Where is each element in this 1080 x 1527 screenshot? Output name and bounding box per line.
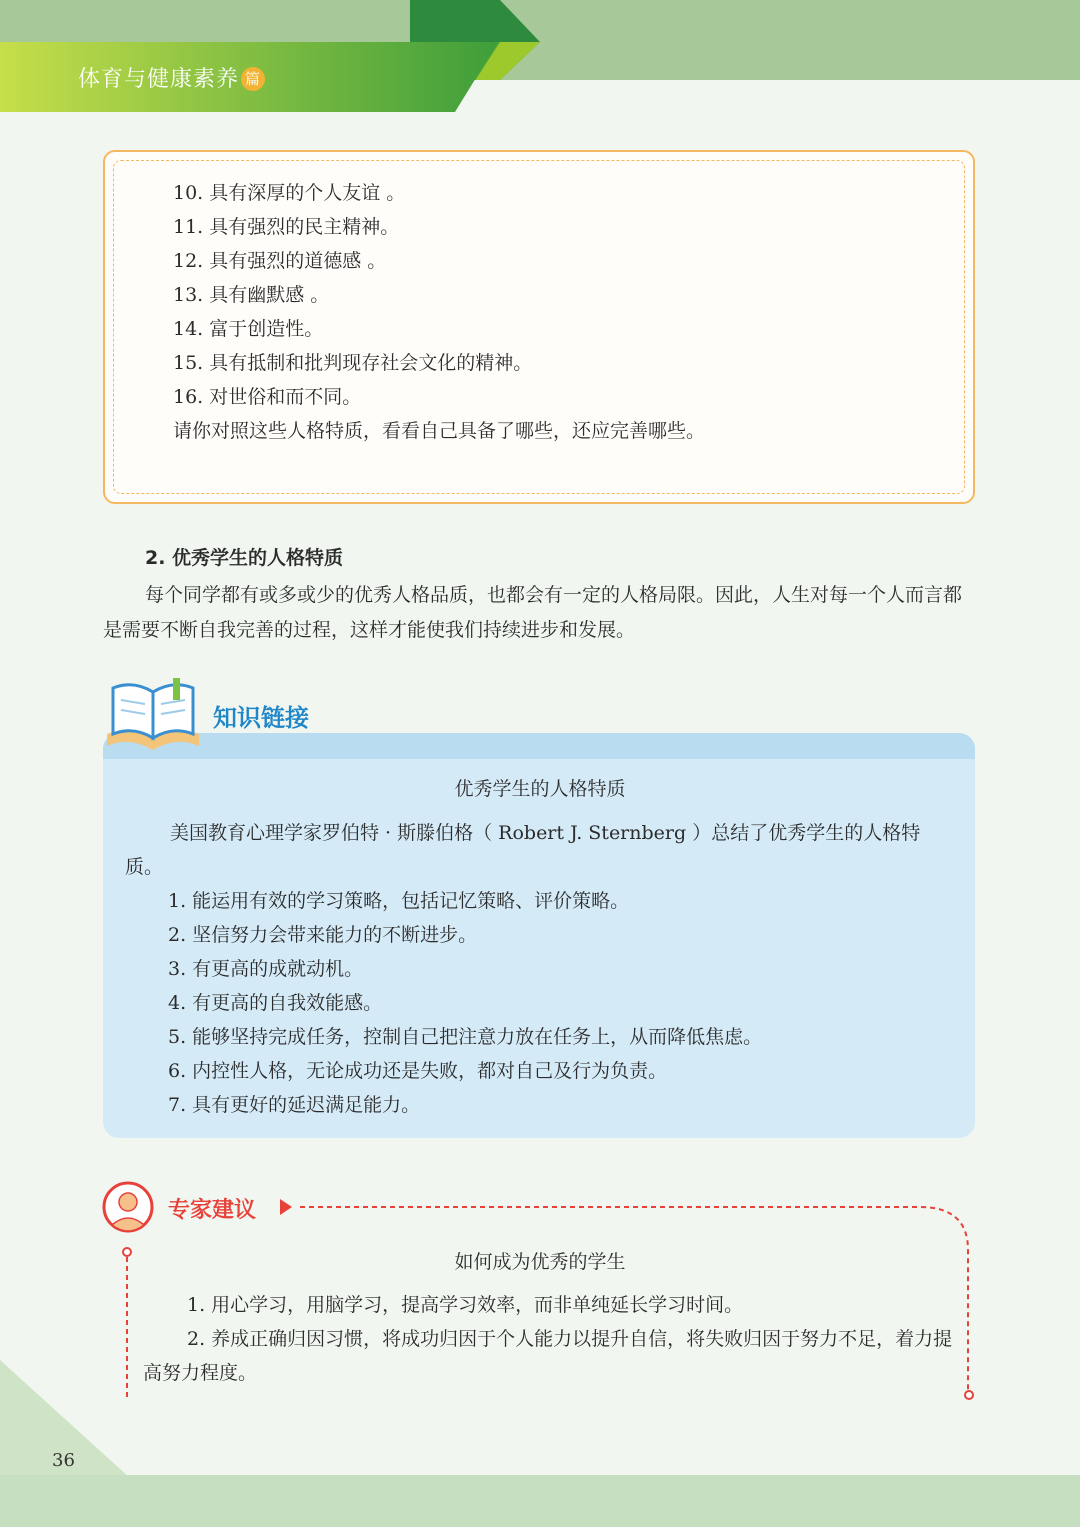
header-title-text: 体育与健康素养 [78, 67, 240, 92]
list-item: 请你对照这些人格特质，看看自己具备了哪些，还应完善哪些。 [173, 420, 706, 442]
list-item: 13. 具有幽默感 。 [173, 284, 330, 306]
list-item: 12. 具有强烈的道德感 。 [173, 250, 387, 272]
expert-subtitle: 如何成为优秀的学生 [454, 1251, 626, 1273]
list-item: 6. 内控性人格，无论成功还是失败，都对自己及行为负责。 [168, 1060, 668, 1082]
knowledge-list [168, 884, 762, 1122]
list-item: 7. 具有更好的延迟满足能力。 [168, 1094, 421, 1116]
knowledge-box-band [103, 733, 975, 759]
list-item: 14. 富于创造性。 [173, 318, 324, 340]
header-title [78, 62, 265, 93]
list-item: 4. 有更高的自我效能感。 [168, 992, 383, 1014]
section-title: 2. 优秀学生的人格特质 [145, 547, 344, 569]
list-item: 10. 具有深厚的个人友谊 。 [173, 182, 406, 204]
traits-list [173, 176, 705, 448]
list-item: 3. 有更高的成就动机。 [168, 958, 364, 980]
expert-point-2: 2. 养成正确归因习惯，将成功归因于个人能力以提升自信，将失败归因于努力不足，着力提高努力程度。 [143, 1328, 953, 1384]
open-book-icon [103, 676, 203, 751]
footer-decoration [0, 1360, 1080, 1527]
list-item: 16. 对世俗和而不同。 [173, 386, 362, 408]
section-paragraph: 每个同学都有或多或少的优秀人格品质，也都会有一定的人格局限。因此，人生对每一个人而言都是需要不断自我完善的过程，这样才能使我们持续进步和发展。 [103, 584, 963, 641]
list-item: 1. 能运用有效的学习策略，包括记忆策略、评价策略。 [168, 890, 630, 912]
expert-advice-label: 专家建议 [168, 1198, 257, 1223]
knowledge-link-label: 知识链接 [213, 704, 309, 732]
knowledge-intro: 美国教育心理学家罗伯特 · 斯滕伯格（ Robert J. Sternberg ）总结了优秀学生的人格特质。 [125, 822, 921, 878]
list-item: 15. 具有抵制和批判现存社会文化的精神。 [173, 352, 533, 374]
expert-avatar-icon [102, 1181, 154, 1233]
page-number: 36 [52, 1450, 75, 1471]
header-badge: 篇 [241, 67, 265, 91]
expert-point-1: 1. 用心学习，用脑学习，提高学习效率，而非单纯延长学习时间。 [187, 1294, 744, 1316]
list-item: 2. 坚信努力会带来能力的不断进步。 [168, 924, 478, 946]
list-item: 5. 能够坚持完成任务，控制自己把注意力放在任务上，从而降低焦虑。 [168, 1026, 763, 1048]
personality-traits-box [103, 150, 975, 504]
knowledge-subtitle: 优秀学生的人格特质 [454, 778, 626, 800]
list-item: 11. 具有强烈的民主精神。 [173, 216, 400, 238]
